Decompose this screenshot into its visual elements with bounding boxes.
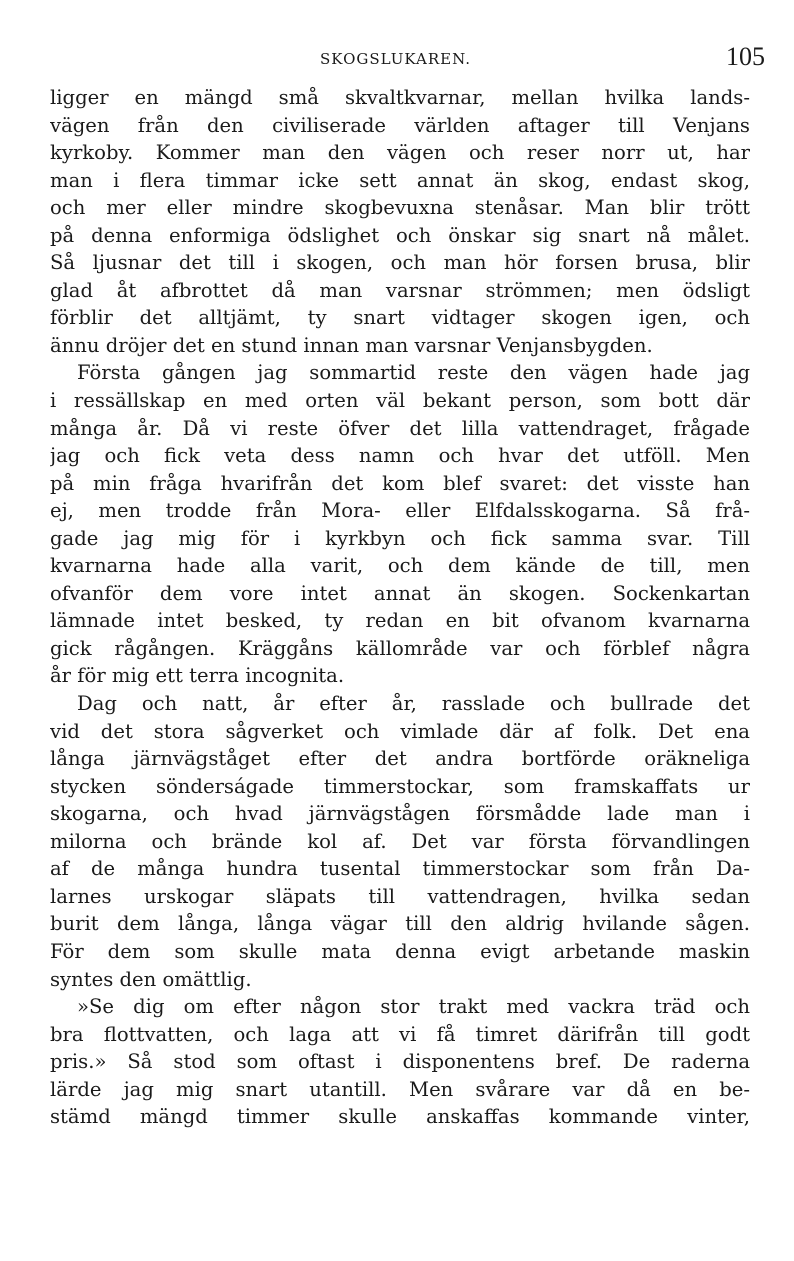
text-line: förblir det alltjämt, ty snart vidtager skogen igen, och (50, 306, 750, 330)
paragraph (50, 84, 750, 359)
text-line: lämnade intet besked, ty redan en bit ofvanom kvarnarna (50, 609, 750, 633)
text-line: kyrkoby. Kommer man den vägen och reser norr ut, har (50, 141, 750, 165)
text-line: milorna och brände kol af. Det var första förvandlingen (50, 829, 750, 853)
text-line: bra flottvatten, och laga att vi få timret därifrån till godt (50, 1022, 750, 1046)
text-line: ej, men trodde från Mora- eller Elfdalsskogarna. Så frå- (50, 499, 750, 523)
text-line: glad åt afbrottet då man varsnar strömmen; men ödsligt (50, 278, 750, 302)
text-line: man i flera timmar icke sett annat än skog, endast skog, (50, 168, 750, 192)
text-line: Så ljusnar det till i skogen, och man hör forsen brusa, blir (50, 251, 750, 275)
text-line: stämd mängd timmer skulle anskaffas kommande vinter, (50, 1105, 750, 1129)
text-line: år för mig ett terra incognita. (50, 664, 345, 688)
text-line: För dem som skulle mata denna evigt arbetande maskin (50, 939, 750, 963)
paragraph (50, 690, 750, 993)
text-line: på min fråga hvarifrån det kom blef svaret: det visste han (50, 471, 750, 495)
text-line: Dag och natt, år efter år, rasslade och bullrade det (77, 692, 750, 716)
text-line: vid det stora sågverket och vimlade där af folk. Det ena (50, 719, 750, 743)
text-line: långa järnvägståget efter det andra bortförde oräkneliga (50, 747, 750, 771)
text-line: och mer eller mindre skogbevuxna stenåsar. Man blir trött (50, 196, 750, 220)
text-line: ofvanför dem vore intet annat än skogen. Sockenkartan (50, 581, 750, 605)
text-line: kvarnarna hade alla varit, och dem kände de till, men (50, 554, 750, 578)
text-line: i ressällskap en med orten väl bekant person, som bott där (50, 389, 750, 413)
text-line: skogarna, och hvad järnvägstågen försmådde lade man i (50, 802, 750, 826)
text-line: af de många hundra tusental timmerstockar som från Da- (50, 857, 750, 881)
paragraph (50, 993, 750, 1131)
text-line: »Se dig om efter någon stor trakt med vackra träd och (77, 995, 750, 1019)
text-line: jag och fick veta dess namn och hvar det utföll. Men (50, 444, 750, 468)
page-number: 105 (726, 42, 765, 71)
text-line: lärde jag mig snart utantill. Men svårare var då en be- (50, 1077, 750, 1101)
text-line: vägen från den civiliserade världen aftager till Venjans (50, 113, 750, 137)
text-line: många år. Då vi reste öfver det lilla vattendraget, frågade (50, 416, 750, 440)
text-line: gade jag mig för i kyrkbyn och fick samma svar. Till (50, 526, 750, 550)
running-head: SKOGSLUKAREN. (320, 50, 472, 68)
text-line: burit dem långa, långa vägar till den aldrig hvilande sågen. (50, 912, 750, 936)
text-line: på denna enformiga ödslighet och önskar sig snart nå målet. (50, 223, 750, 247)
text-line: syntes den omättlig. (50, 967, 252, 991)
text-line: gick rågången. Kräggåns källområde var och förblef några (50, 636, 750, 660)
text-line: Första gången jag sommartid reste den vägen hade jag (77, 361, 750, 385)
text-line: ännu dröjer det en stund innan man varsnar Venjansbygden. (50, 333, 653, 357)
text-line: larnes urskogar släpats till vattendragen, hvilka sedan (50, 884, 750, 908)
text-line: stycken sönderságade timmerstockar, som framskaffats ur (50, 774, 750, 798)
paragraph (50, 359, 750, 690)
body-text (50, 84, 750, 1131)
text-line: ligger en mängd små skvaltkvarnar, mellan hvilka lands- (50, 86, 750, 109)
text-line: pris.» Så stod som oftast i disponentens bref. De raderna (50, 1050, 750, 1074)
